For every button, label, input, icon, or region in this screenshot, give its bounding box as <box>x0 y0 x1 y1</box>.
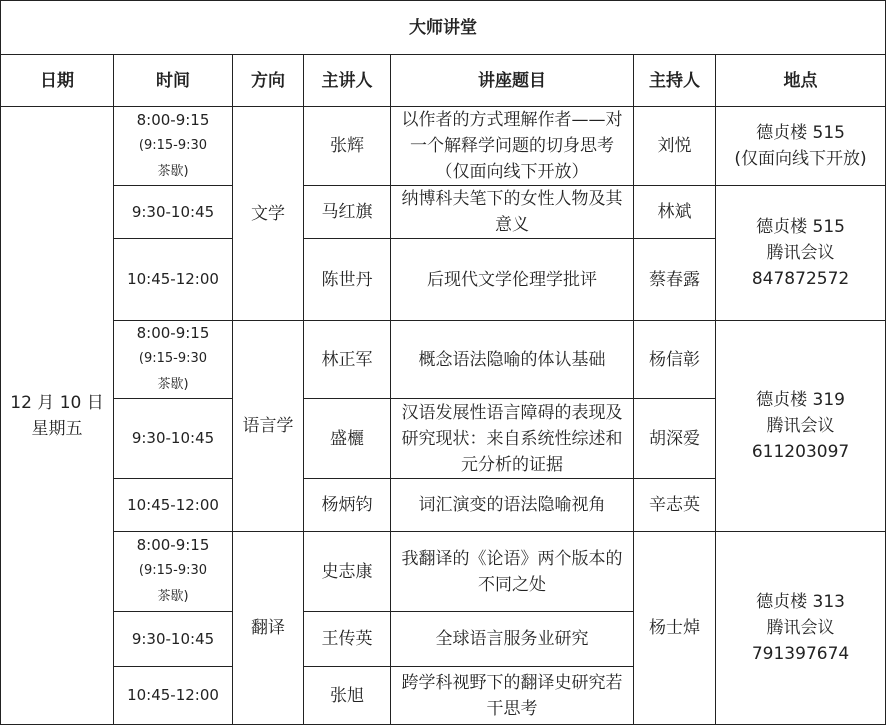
time: 8:00-9:15 <box>136 110 210 129</box>
speaker-cell: 盛欐 <box>304 399 391 479</box>
meeting-id: 791397674 <box>751 644 850 664</box>
header-topic: 讲座题目 <box>391 55 634 107</box>
host-cell: 蔡春露 <box>634 239 716 321</box>
host-cell: 杨士焯 <box>634 532 716 725</box>
table-row <box>1 186 886 239</box>
direction-cell: 翻译 <box>233 532 304 725</box>
host-cell: 辛志英 <box>634 479 716 532</box>
header-date: 日期 <box>1 55 114 107</box>
table-row <box>1 532 886 612</box>
topic-cell: 纳博科夫笔下的女性人物及其意义 <box>391 186 634 239</box>
meeting-label: 腾讯会议 <box>766 243 835 263</box>
break-note: 茶歇) <box>157 163 189 179</box>
host-cell: 杨信彰 <box>634 321 716 399</box>
room: 德贞楼 313 <box>756 592 845 612</box>
topic-cell: 跨学科视野下的翻译史研究若干思考 <box>391 667 634 725</box>
room: 德贞楼 319 <box>756 390 845 410</box>
break-note: 茶歇) <box>157 377 189 392</box>
break-note: 茶歇) <box>157 589 189 604</box>
topic-cell: 汉语发展性语言障碍的表现及研究现状：来自系统性综述和元分析的证据 <box>391 399 634 479</box>
speaker-cell: 王传英 <box>304 612 391 667</box>
header-location: 地点 <box>716 55 886 107</box>
host-cell: 胡深爱 <box>634 399 716 479</box>
direction-cell: 文学 <box>233 107 304 321</box>
date: 12 月 10 日 <box>10 392 104 413</box>
location-cell <box>716 532 886 725</box>
topic-cell: 以作者的方式理解作者——对一个解释学问题的切身思考（仅面向线下开放） <box>391 107 634 186</box>
speaker-cell: 张旭 <box>304 667 391 725</box>
location-cell <box>716 321 886 532</box>
location-cell <box>716 186 886 321</box>
topic-cell: 词汇演变的语法隐喻视角 <box>391 479 634 532</box>
break-note: (9:15-9:30 <box>138 563 208 578</box>
time: 8:00-9:15 <box>136 324 210 342</box>
speaker-cell: 史志康 <box>304 532 391 612</box>
meeting-label: 腾讯会议 <box>766 416 835 436</box>
table-row <box>1 107 886 186</box>
header-direction: 方向 <box>233 55 304 107</box>
meeting-id: 611203097 <box>751 442 850 462</box>
location-note: (仅面向线下开放) <box>734 149 867 169</box>
table-title: 大师讲堂 <box>1 1 886 55</box>
table-row <box>1 321 886 399</box>
topic-cell: 我翻译的《论语》两个版本的不同之处 <box>391 532 634 612</box>
speaker-cell: 林正军 <box>304 321 391 399</box>
time-cell: 9:30-10:45 <box>114 612 233 667</box>
room: 德贞楼 515 <box>756 123 845 143</box>
time-cell: 10:45-12:00 <box>114 667 233 725</box>
time-cell <box>114 321 233 399</box>
break-note: (9:15-9:30 <box>138 137 208 153</box>
weekday: 星期五 <box>31 418 83 439</box>
speaker-cell: 张辉 <box>304 107 391 186</box>
date-cell <box>1 107 114 725</box>
header-time: 时间 <box>114 55 233 107</box>
speaker-cell: 陈世丹 <box>304 239 391 321</box>
location-cell <box>716 107 886 186</box>
speaker-cell: 杨炳钧 <box>304 479 391 532</box>
header-speaker: 主讲人 <box>304 55 391 107</box>
time-cell: 10:45-12:00 <box>114 479 233 532</box>
time: 8:00-9:15 <box>136 536 210 554</box>
topic-cell: 全球语言服务业研究 <box>391 612 634 667</box>
meeting-label: 腾讯会议 <box>766 618 835 638</box>
direction-cell: 语言学 <box>233 321 304 532</box>
meeting-id: 847872572 <box>751 269 850 289</box>
room: 德贞楼 515 <box>756 217 845 237</box>
time-cell <box>114 107 233 186</box>
speaker-cell: 马红旗 <box>304 186 391 239</box>
host-cell: 林斌 <box>634 186 716 239</box>
topic-cell: 后现代文学伦理学批评 <box>391 239 634 321</box>
break-note: (9:15-9:30 <box>138 351 208 366</box>
time-cell: 9:30-10:45 <box>114 399 233 479</box>
time-cell <box>114 532 233 612</box>
host-cell: 刘悦 <box>634 107 716 186</box>
header-host: 主持人 <box>634 55 716 107</box>
time-cell: 9:30-10:45 <box>114 186 233 239</box>
time-cell: 10:45-12:00 <box>114 239 233 321</box>
topic-cell: 概念语法隐喻的体认基础 <box>391 321 634 399</box>
